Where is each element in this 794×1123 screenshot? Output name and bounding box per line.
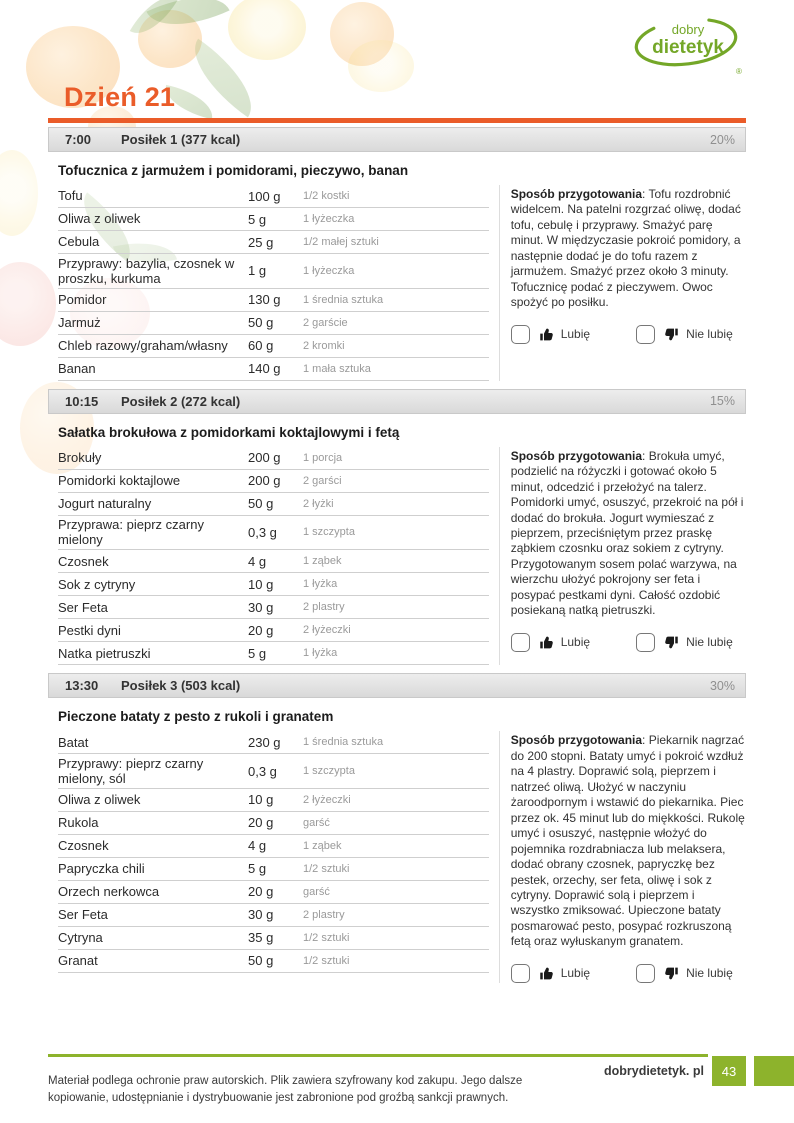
ingredient-name: Banan (58, 360, 96, 376)
ingredient-name: Przyprawy: bazylia, czosnek w proszku, kurkuma (58, 255, 235, 286)
ingredient-name: Rukola (58, 815, 99, 831)
ingredient-row (58, 208, 489, 231)
ingredient-name: Cebula (58, 234, 100, 250)
preparation-text: : Tofu rozdrobnić widelcem. Na patelni rozgrzać oliwę, dodać tofu, cebulę i przyprawy. Smażyć parę minut. W międzyczasie pokroić pomidory, a następnie dodać je do tofu razem z jarmużem. Smażyć przez około 3 minuty. Tofucznicę podać z pieczywem. Owoc spożyć po posiłku. (510, 187, 741, 310)
like-group (511, 633, 590, 652)
ingredient-row (58, 754, 489, 789)
ingredient-name: Pomidorki koktajlowe (58, 472, 181, 488)
ingredient-amount: 10 g (248, 576, 274, 592)
ingredient-name: Czosnek (58, 838, 109, 854)
ingredient-row (58, 516, 489, 551)
ingredient-name: Sok z cytryny (58, 576, 136, 592)
ingredient-row (58, 493, 489, 516)
ingredient-measure: 1/2 sztuki (303, 931, 350, 944)
preparation-text: : Brokuła umyć, podzielić na różyczki i gotować około 5 minut, odcedzić i przełożyć na talerz. Pomidorki umyć, osuszyć, przekroić na pół i dodać do brokuła. Jogurt wymieszać z pieprzem, przeciśniętym przez praskę ząbkiem czosnku oraz sokiem z cytryny. Przygotowanym sosem polać warzywa, na wierzchu ułożyć pokrojony ser feta i posypać pestkami dyni. Całość ozdobić posiekaną natką pietruszki. (510, 448, 744, 618)
thumb-down-icon (664, 966, 679, 981)
ingredient-measure: 1/2 małej sztuki (303, 236, 379, 248)
footer-divider (48, 1054, 708, 1057)
ingredients-table (58, 731, 489, 983)
ingredient-row (58, 858, 489, 881)
meal-header-bar (48, 673, 746, 698)
meal-title: Posiłek 2 (272 kcal) (121, 393, 241, 409)
ingredient-name: Jarmuż (58, 314, 101, 330)
ingredient-name: Ser Feta (58, 907, 108, 923)
ingredient-row (58, 596, 489, 619)
lemon-decoration (228, 0, 306, 60)
ingredient-row (58, 950, 489, 973)
ingredient-row (58, 254, 489, 289)
like-checkbox[interactable] (511, 633, 530, 652)
thumb-up-icon (539, 327, 554, 342)
ingredient-amount: 200 g (248, 450, 281, 466)
like-group (511, 325, 590, 344)
feedback-row (511, 325, 746, 344)
meal-body (48, 185, 746, 381)
ingredient-measure: 2 łyżeczki (303, 793, 351, 806)
meal-section (48, 673, 746, 983)
like-checkbox[interactable] (511, 325, 530, 344)
ingredient-row (58, 789, 489, 812)
ingredient-name: Oliwa z oliwek (58, 211, 141, 227)
page-number-badge: 43 (712, 1056, 746, 1086)
thumb-down-icon (664, 635, 679, 650)
logo-word-name: dietetyk (652, 37, 724, 58)
preparation-column (499, 731, 746, 983)
ingredient-name: Pomidor (58, 291, 107, 307)
dislike-checkbox[interactable] (636, 633, 655, 652)
ingredient-name: Przyprawy: pieprz czarny mielony, sól (58, 755, 204, 787)
ingredient-name: Granat (58, 953, 98, 969)
preparation-paragraph (511, 449, 746, 619)
like-label: Lubię (560, 966, 591, 981)
meal-title: Posiłek 3 (503 kcal) (121, 678, 241, 694)
ingredient-measure: 2 plastry (303, 601, 345, 614)
ingredient-amount: 25 g (248, 234, 274, 250)
ingredient-amount: 0,3 g (248, 763, 277, 779)
ingredient-row (58, 335, 489, 358)
meal-body (48, 447, 746, 666)
meal-section (48, 127, 746, 381)
ingredient-amount: 50 g (248, 953, 274, 969)
ingredient-measure: 1 szczypta (303, 765, 355, 778)
ingredient-name: Pestki dyni (58, 622, 121, 638)
ingredient-amount: 20 g (248, 622, 274, 638)
meal-time: 13:30 (65, 678, 99, 694)
dislike-group (636, 325, 733, 344)
ingredient-measure: 2 garści (303, 474, 342, 487)
ingredient-amount: 30 g (248, 907, 274, 923)
ingredient-amount: 130 g (248, 292, 281, 308)
like-label: Lubię (560, 327, 591, 342)
ingredient-name: Przyprawa: pieprz czarny mielony (58, 517, 204, 548)
ingredient-amount: 140 g (248, 361, 281, 377)
meal-percent: 20% (709, 132, 735, 147)
preparation-column (499, 185, 746, 381)
dislike-group (636, 633, 733, 652)
meal-title: Posiłek 1 (377 kcal) (121, 132, 241, 147)
ingredient-amount: 1 g (248, 263, 267, 279)
ingredient-measure: 1 średnia sztuka (303, 293, 384, 306)
ingredient-row (58, 550, 489, 573)
feedback-row (511, 633, 746, 652)
ingredient-name: Oliwa z oliwek (58, 792, 141, 808)
ingredient-measure: 2 łyżki (303, 497, 334, 510)
ingredient-row (58, 231, 489, 254)
feedback-row (511, 964, 746, 983)
ingredient-measure: 1/2 kostki (303, 190, 350, 202)
ingredient-row (58, 927, 489, 950)
ingredient-amount: 100 g (248, 188, 281, 204)
copyright-text: Materiał podlega ochronie praw autorskich. Plik zawiera szyfrowany kod zakupu. Jego dalsze kopiowanie, udostępnianie i dystrybuowanie jest zabronione pod groźbą sankcji prawnych. (48, 1074, 523, 1105)
site-name: dobrydietetyk. pl (603, 1064, 704, 1078)
thumb-down-icon (664, 327, 679, 342)
ingredient-amount: 30 g (248, 599, 274, 615)
like-checkbox[interactable] (511, 964, 530, 983)
ingredient-row (58, 312, 489, 335)
ingredient-name: Jogurt naturalny (58, 495, 152, 511)
meal-time: 10:15 (65, 393, 99, 409)
preparation-label: Sposób przygotowania (510, 448, 643, 463)
ingredient-amount: 5 g (248, 211, 267, 227)
ingredient-measure: 2 plastry (303, 908, 345, 921)
ingredient-row (58, 619, 489, 642)
lemon-decoration (348, 40, 414, 92)
ingredient-measure: 1 porcja (303, 451, 343, 464)
ingredients-table (58, 185, 489, 381)
ingredient-measure: 1/2 sztuki (303, 954, 350, 967)
meal-percent: 30% (709, 678, 735, 693)
thumb-up-icon (539, 966, 554, 981)
ingredient-measure: garść (303, 816, 330, 829)
registered-mark: ® (736, 67, 742, 76)
ingredient-name: Orzech nerkowca (58, 884, 160, 900)
ingredient-measure: 1 łyżeczka (303, 264, 355, 277)
preparation-text: : Piekarnik nagrzać do 200 stopni. Bataty umyć i pokroić wzdłuż na 4 plastry. Doprawić solą, pieprzem i natrzeć oliwą. Ułożyć w naczyniu żaroodpornym i wstawić do piekarnika. Piec przez ok. 45 minut lub do miękkości. Rukolę umyć i osuszyć, następnie włożyć do pojemnika rozdrabniacza lub melaksera, dodać obrany czosnek, papryczkę bez pestek, orzechy, ser feta, oliwę i sok z cytryny. Doprawić solą i pieprzem i wszystko zmiksować. Upieczone bataty posmarować pesto, posypać rozkruszoną fetą oraz wyłuskanym granatem. (510, 733, 745, 949)
ingredient-name: Papryczka chili (58, 861, 145, 877)
accent-divider (48, 118, 746, 123)
ingredient-row (58, 289, 489, 312)
preparation-paragraph (511, 733, 746, 950)
edge-accent (754, 1056, 794, 1086)
ingredient-name: Tofu (58, 188, 83, 204)
ingredient-amount: 0,3 g (248, 524, 277, 540)
meal-list (48, 127, 746, 983)
dislike-label: Nie lubię (686, 635, 733, 650)
dish-title: Tofucznica z jarmużem i pomidorami, pieczywo, banan (58, 163, 409, 178)
meal-header-bar (48, 127, 746, 152)
ingredient-name: Chleb razowy/graham/własny (58, 337, 228, 353)
ingredient-row (58, 573, 489, 596)
ingredient-amount: 10 g (248, 792, 274, 808)
preparation-column (499, 447, 746, 666)
ingredient-row (58, 835, 489, 858)
meal-time: 7:00 (65, 132, 92, 147)
ingredient-amount: 200 g (248, 473, 281, 489)
ingredient-amount: 4 g (248, 553, 267, 569)
ingredient-amount: 20 g (248, 815, 274, 831)
page-title: Dzień 21 (64, 82, 176, 112)
dislike-label: Nie lubię (686, 327, 733, 342)
meal-body (48, 731, 746, 983)
ingredient-amount: 35 g (248, 930, 274, 946)
ingredient-measure: 1/2 sztuki (303, 862, 350, 875)
ingredient-measure: 1 łyżka (303, 647, 338, 660)
meal-percent: 15% (709, 394, 735, 409)
ingredient-name: Natka pietruszki (58, 645, 151, 661)
ingredient-row (58, 812, 489, 835)
ingredient-row (58, 185, 489, 208)
dish-title: Sałatka brokułowa z pomidorkami koktajlowymi i fetą (58, 424, 400, 440)
preparation-label: Sposób przygotowania (510, 733, 643, 748)
ingredient-measure: 1 łyżka (303, 578, 338, 591)
dobry-dietetyk-logo (632, 14, 746, 80)
like-group (511, 964, 590, 983)
ingredient-name: Brokuły (58, 449, 102, 465)
ingredient-row (58, 358, 489, 381)
ingredient-amount: 50 g (248, 315, 274, 331)
dislike-checkbox[interactable] (636, 964, 655, 983)
ingredient-name: Batat (58, 734, 89, 750)
ingredient-row (58, 447, 489, 470)
ingredient-name: Cytryna (58, 930, 103, 946)
dislike-label: Nie lubię (686, 966, 733, 981)
ingredient-measure: 1 mała sztuka (303, 362, 371, 375)
ingredient-amount: 5 g (248, 861, 267, 877)
ingredient-amount: 60 g (248, 338, 274, 354)
ingredient-measure: 1 łyżeczka (303, 213, 355, 225)
ingredient-measure: 1 średnia sztuka (303, 736, 384, 749)
ingredient-measure: 1 ząbek (303, 839, 342, 852)
ingredient-amount: 230 g (248, 734, 281, 750)
ingredient-measure: 2 garście (303, 316, 348, 329)
dislike-checkbox[interactable] (636, 325, 655, 344)
like-label: Lubię (560, 635, 591, 650)
ingredient-row (58, 881, 489, 904)
ingredient-row (58, 642, 489, 665)
ingredient-measure: 2 kromki (303, 339, 345, 352)
ingredient-measure: 1 szczypta (303, 526, 355, 539)
ingredient-amount: 5 g (248, 645, 267, 661)
ingredient-amount: 50 g (248, 496, 274, 512)
ingredient-name: Czosnek (58, 553, 109, 569)
meal-header-bar (48, 389, 746, 414)
ingredient-name: Ser Feta (58, 599, 108, 615)
ingredients-table (58, 447, 489, 666)
ingredient-amount: 20 g (248, 884, 274, 900)
ingredient-row (58, 904, 489, 927)
ingredient-row (58, 470, 489, 493)
preparation-paragraph (511, 187, 746, 311)
meal-section (48, 389, 746, 666)
ingredient-measure: garść (303, 885, 330, 898)
lemon-decoration (0, 150, 38, 236)
dish-title: Pieczone bataty z pesto z rukoli i granatem (58, 709, 334, 725)
dislike-group (636, 964, 733, 983)
ingredient-row (58, 731, 489, 754)
ingredient-measure: 2 łyżeczki (303, 624, 351, 637)
thumb-up-icon (539, 635, 554, 650)
logo-word-top: dobry (671, 22, 705, 37)
preparation-label: Sposób przygotowania (510, 187, 643, 201)
ingredient-amount: 4 g (248, 838, 267, 854)
ingredient-measure: 1 ząbek (303, 555, 342, 568)
